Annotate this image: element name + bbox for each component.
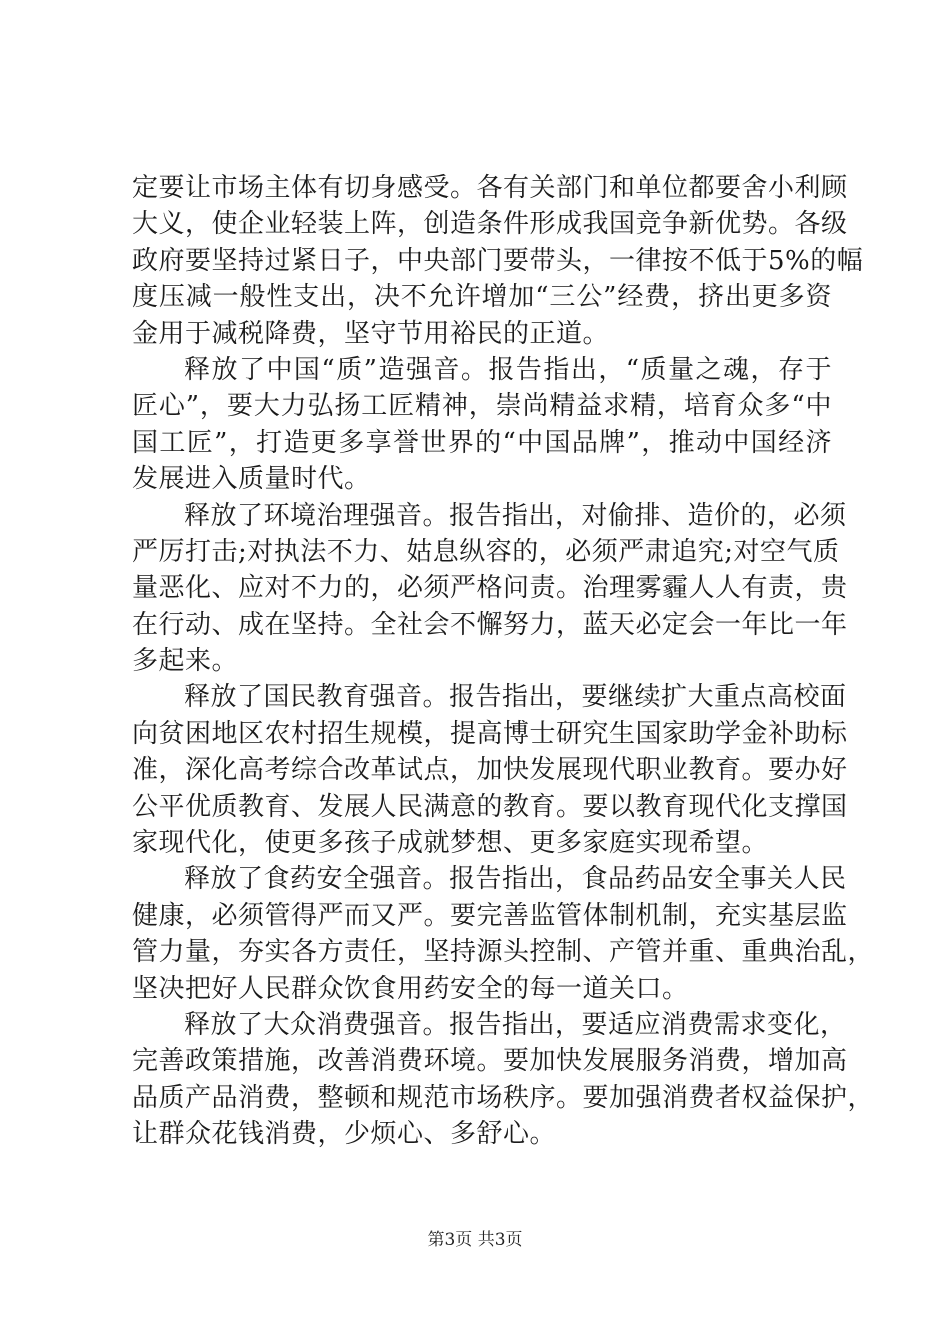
text-line: 释放了食药安全强音。报告指出，食品药品安全事关人民 [184,864,847,895]
body-text [132,170,875,1153]
text-line: 家现代化，使更多孩子成就梦想、更多家庭实现希望。 [132,828,769,859]
text-line: 让群众花钱消费，少烦心、多舒心。 [132,1119,557,1150]
text-line: 释放了大众消费强音。报告指出，要适应消费需求变化， [184,1009,847,1040]
text-line: 严厉打击;对执法不力、姑息纵容的，必须严肃追究;对空气质 [132,536,840,567]
text-line: 多起来。 [132,646,239,677]
text-line: 坚决把好人民群众饮食用药安全的每一道关口。 [132,973,689,1004]
text-line: 发展进入质量时代。 [132,464,371,495]
text-line: 释放了国民教育强音。报告指出，要继续扩大重点高校面 [184,682,847,713]
page-number-footer: 第3页 共3页 [427,1230,523,1250]
text-line: 公平优质教育、发展人民满意的教育。要以教育现代化支撑国 [132,791,848,822]
text-line: 管力量，夯实各方责任，坚持源头控制、产管并重、重典治乱， [132,937,875,968]
text-line: 准，深化高考综合改革试点，加快发展现代职业教育。要办好 [132,755,848,786]
text-line: 国工匠”，打造更多享誉世界的“中国品牌”，推动中国经济 [132,427,832,458]
text-line: 量恶化、应对不力的，必须严格问责。治理雾霾人人有责，贵 [132,573,848,604]
text-line: 健康，必须管得严而又严。要完善监管体制机制，充实基层监 [132,900,848,931]
text-line: 释放了环境治理强音。报告指出，对偷排、造价的，必须 [184,500,847,531]
text-line: 释放了中国“质”造强音。报告指出，“质量之魂，存于 [184,354,832,385]
text-line: 在行动、成在坚持。全社会不懈努力，蓝天必定会一年比一年 [132,609,848,640]
text-line: 品质产品消费，整顿和规范市场秩序。要加强消费者权益保护， [132,1082,875,1113]
text-line: 完善政策措施，改善消费环境。要加快发展服务消费，增加高 [132,1046,848,1077]
text-line: 匠心”，要大力弘扬工匠精神，崇尚精益求精，培育众多“中 [132,391,832,422]
text-line: 向贫困地区农村招生规模，提高博士研究生国家助学金补助标 [132,718,848,749]
text-line: 定要让市场主体有切身感受。各有关部门和单位都要舍小利顾 [132,173,848,203]
text-line: 度压减一般性支出，决不允许增加“三公”经费，挤出更多资 [132,282,832,313]
text-line: 政府要坚持过紧日子，中央部门要带头，一律按不低于5%的幅 [132,245,864,276]
text-line: 大义，使企业轻装上阵，创造条件形成我国竞争新优势。各级 [132,209,848,240]
text-line: 金用于减税降费，坚守节用裕民的正道。 [132,318,610,349]
